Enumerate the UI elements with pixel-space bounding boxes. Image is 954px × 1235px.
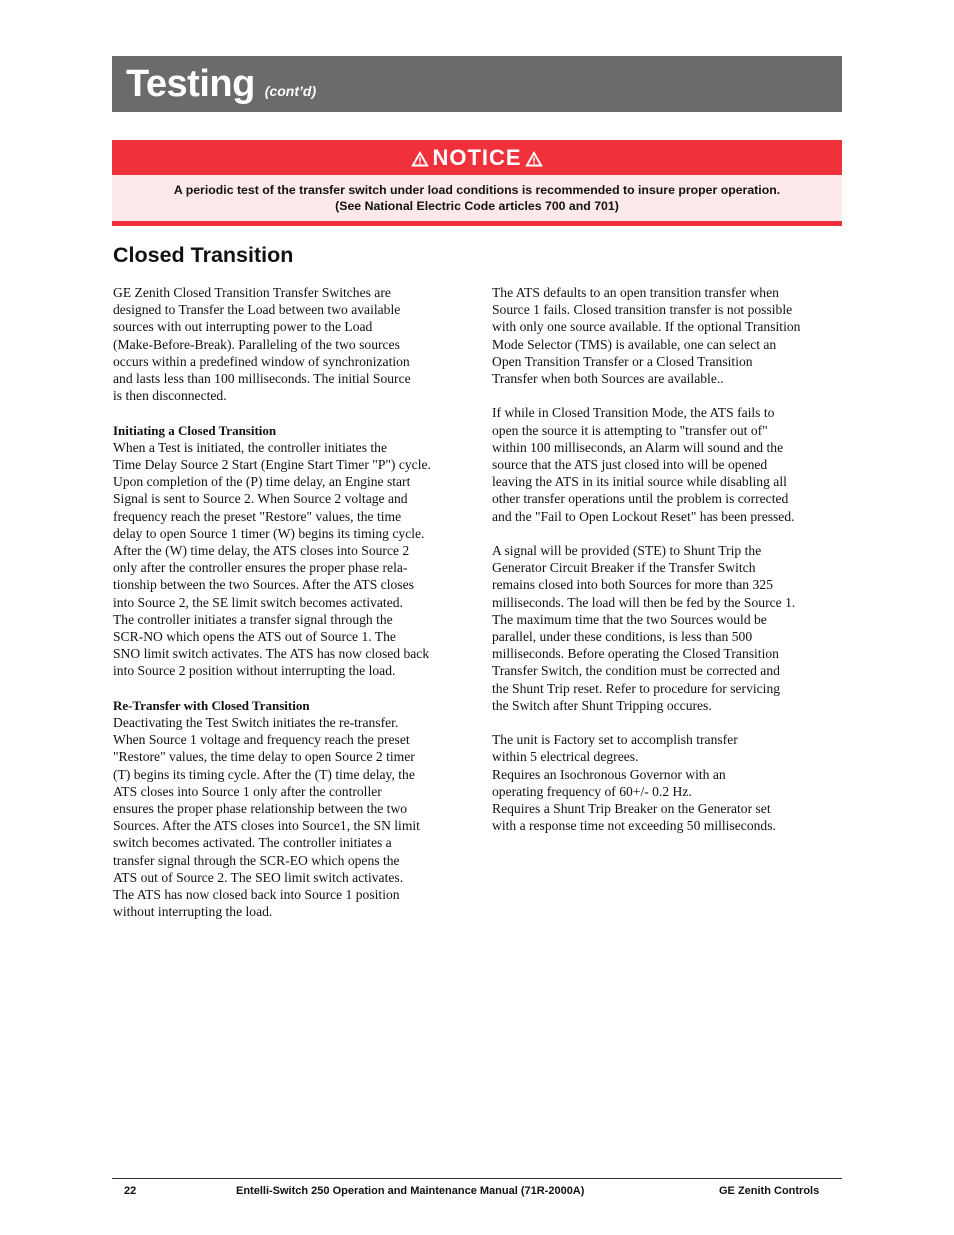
notice-line-1: A periodic test of the transfer switch under load conditions is recommended to insure proper operation.	[173, 183, 781, 197]
page-title	[126, 60, 316, 115]
notice-label: NOTICE	[432, 145, 522, 170]
paragraph: GE Zenith Closed Transition Transfer Switches are designed to Transfer the Load between two available sources with out interrupting power to the Load (Make-Before-Break). Paralleling of the two sources occurs within a predefined window of synchronization and lasts less than 100 milliseconds. The initial Source is then disconnected.	[113, 285, 411, 404]
paragraph: When a Test is initiated, the controller initiates the Time Delay Source 2 Start (Engine Start Timer "P") cycle. Upon completion of the (P) time delay, an Engine start Signal is sent to Source 2. When Source 2 voltage and frequency reach the preset "Restore" values, the time delay to open Source 1 timer (W) begins its timing cycle. After the (W) time delay, the ATS closes into Source 2 only after the controller ensures the proper phase rela- tionship between the two Sources. After the ATS closes into Source 2, the SE limit switch becomes activated. The controller initiates a transfer signal through the SCR-NO which opens the ATS out of Source 1. The SNO limit switch activates. The ATS has now closed back into Source 2 position without interrupting the load.	[113, 439, 431, 679]
subheading: Re-Transfer with Closed Transition	[113, 697, 310, 713]
paragraph: If while in Closed Transition Mode, the ATS fails to open the source it is attempting to "transfer out of" within 100 milliseconds, an Alarm will sound and the source that the ATS just closed into will be opened leaving the ATS in its initial source while disabling all other transfer operations until the problem is corrected and the "Fail to Open Lockout Reset" has been pressed.	[492, 405, 795, 524]
subheading: Initiating a Closed Transition	[113, 422, 277, 438]
footer-rule	[112, 1178, 842, 1179]
notice-box	[112, 140, 842, 226]
notice-body	[112, 175, 842, 221]
notice-header	[112, 140, 842, 175]
notice-line-2: (See National Electric Code articles 700 and 701)	[335, 199, 619, 213]
header-bar	[112, 56, 842, 112]
page-number: 22	[124, 1185, 137, 1197]
footer-company: GE Zenith Controls	[719, 1185, 820, 1197]
page-title-text: Testing	[126, 63, 255, 105]
footer-title: Entelli-Switch 250 Operation and Maintenance Manual (71R-2000A)	[236, 1185, 585, 1197]
paragraph: A signal will be provided (STE) to Shunt Trip the Generator Circuit Breaker if the Transfer Switch remains closed into both Sources for more than 325 milliseconds. The load will then be fed by the Source 1. The maximum time that the two Sources would be parallel, under these conditions, is less than 500 milliseconds. Before operating the Closed Transition Transfer Switch, the condition must be corrected and the Shunt Trip reset. Refer to procedure for servicing the Switch after Shunt Tripping occures.	[492, 543, 796, 713]
paragraph: Deactivating the Test Switch initiates the re-transfer. When Source 1 voltage and frequency reach the preset "Restore" values, the time delay to open Source 2 timer (T) begins its timing cycle. After the (T) time delay, the ATS closes into Source 1 only after the controller ensures the proper phase relationship between the two Sources. After the ATS closes into Source1, the SN limit switch becomes activated. The controller initiates a transfer signal through the SCR-EO which opens the ATS out of Source 2. The SEO limit switch activates. The ATS has now closed back into Source 1 position without interrupting the load.	[113, 715, 420, 920]
subsection	[113, 422, 463, 680]
paragraph: The unit is Factory set to accomplish transfer within 5 electrical degrees. Requires an Isochronous Governor with an operating frequency of 60+/- 0.2 Hz. Requires a Shunt Trip Breaker on the Generator set with a response time not exceeding 50 milliseconds.	[492, 732, 776, 834]
section-title: Closed Transition	[113, 243, 294, 267]
warning-icon	[525, 151, 543, 167]
left-column	[113, 284, 463, 938]
warning-icon	[411, 151, 429, 167]
right-column	[492, 284, 842, 852]
notice-bottom-rule	[112, 221, 842, 226]
subsection	[113, 697, 463, 921]
page-subtitle: (cont’d)	[264, 83, 317, 99]
paragraph: The ATS defaults to an open transition transfer when Source 1 fails. Closed transition transfer is not possible with only one source available. If the optional Transition Mode Selector (TMS) is available, one can select an Open Transition Transfer or a Closed Transition Transfer when both Sources are available..	[492, 285, 801, 387]
